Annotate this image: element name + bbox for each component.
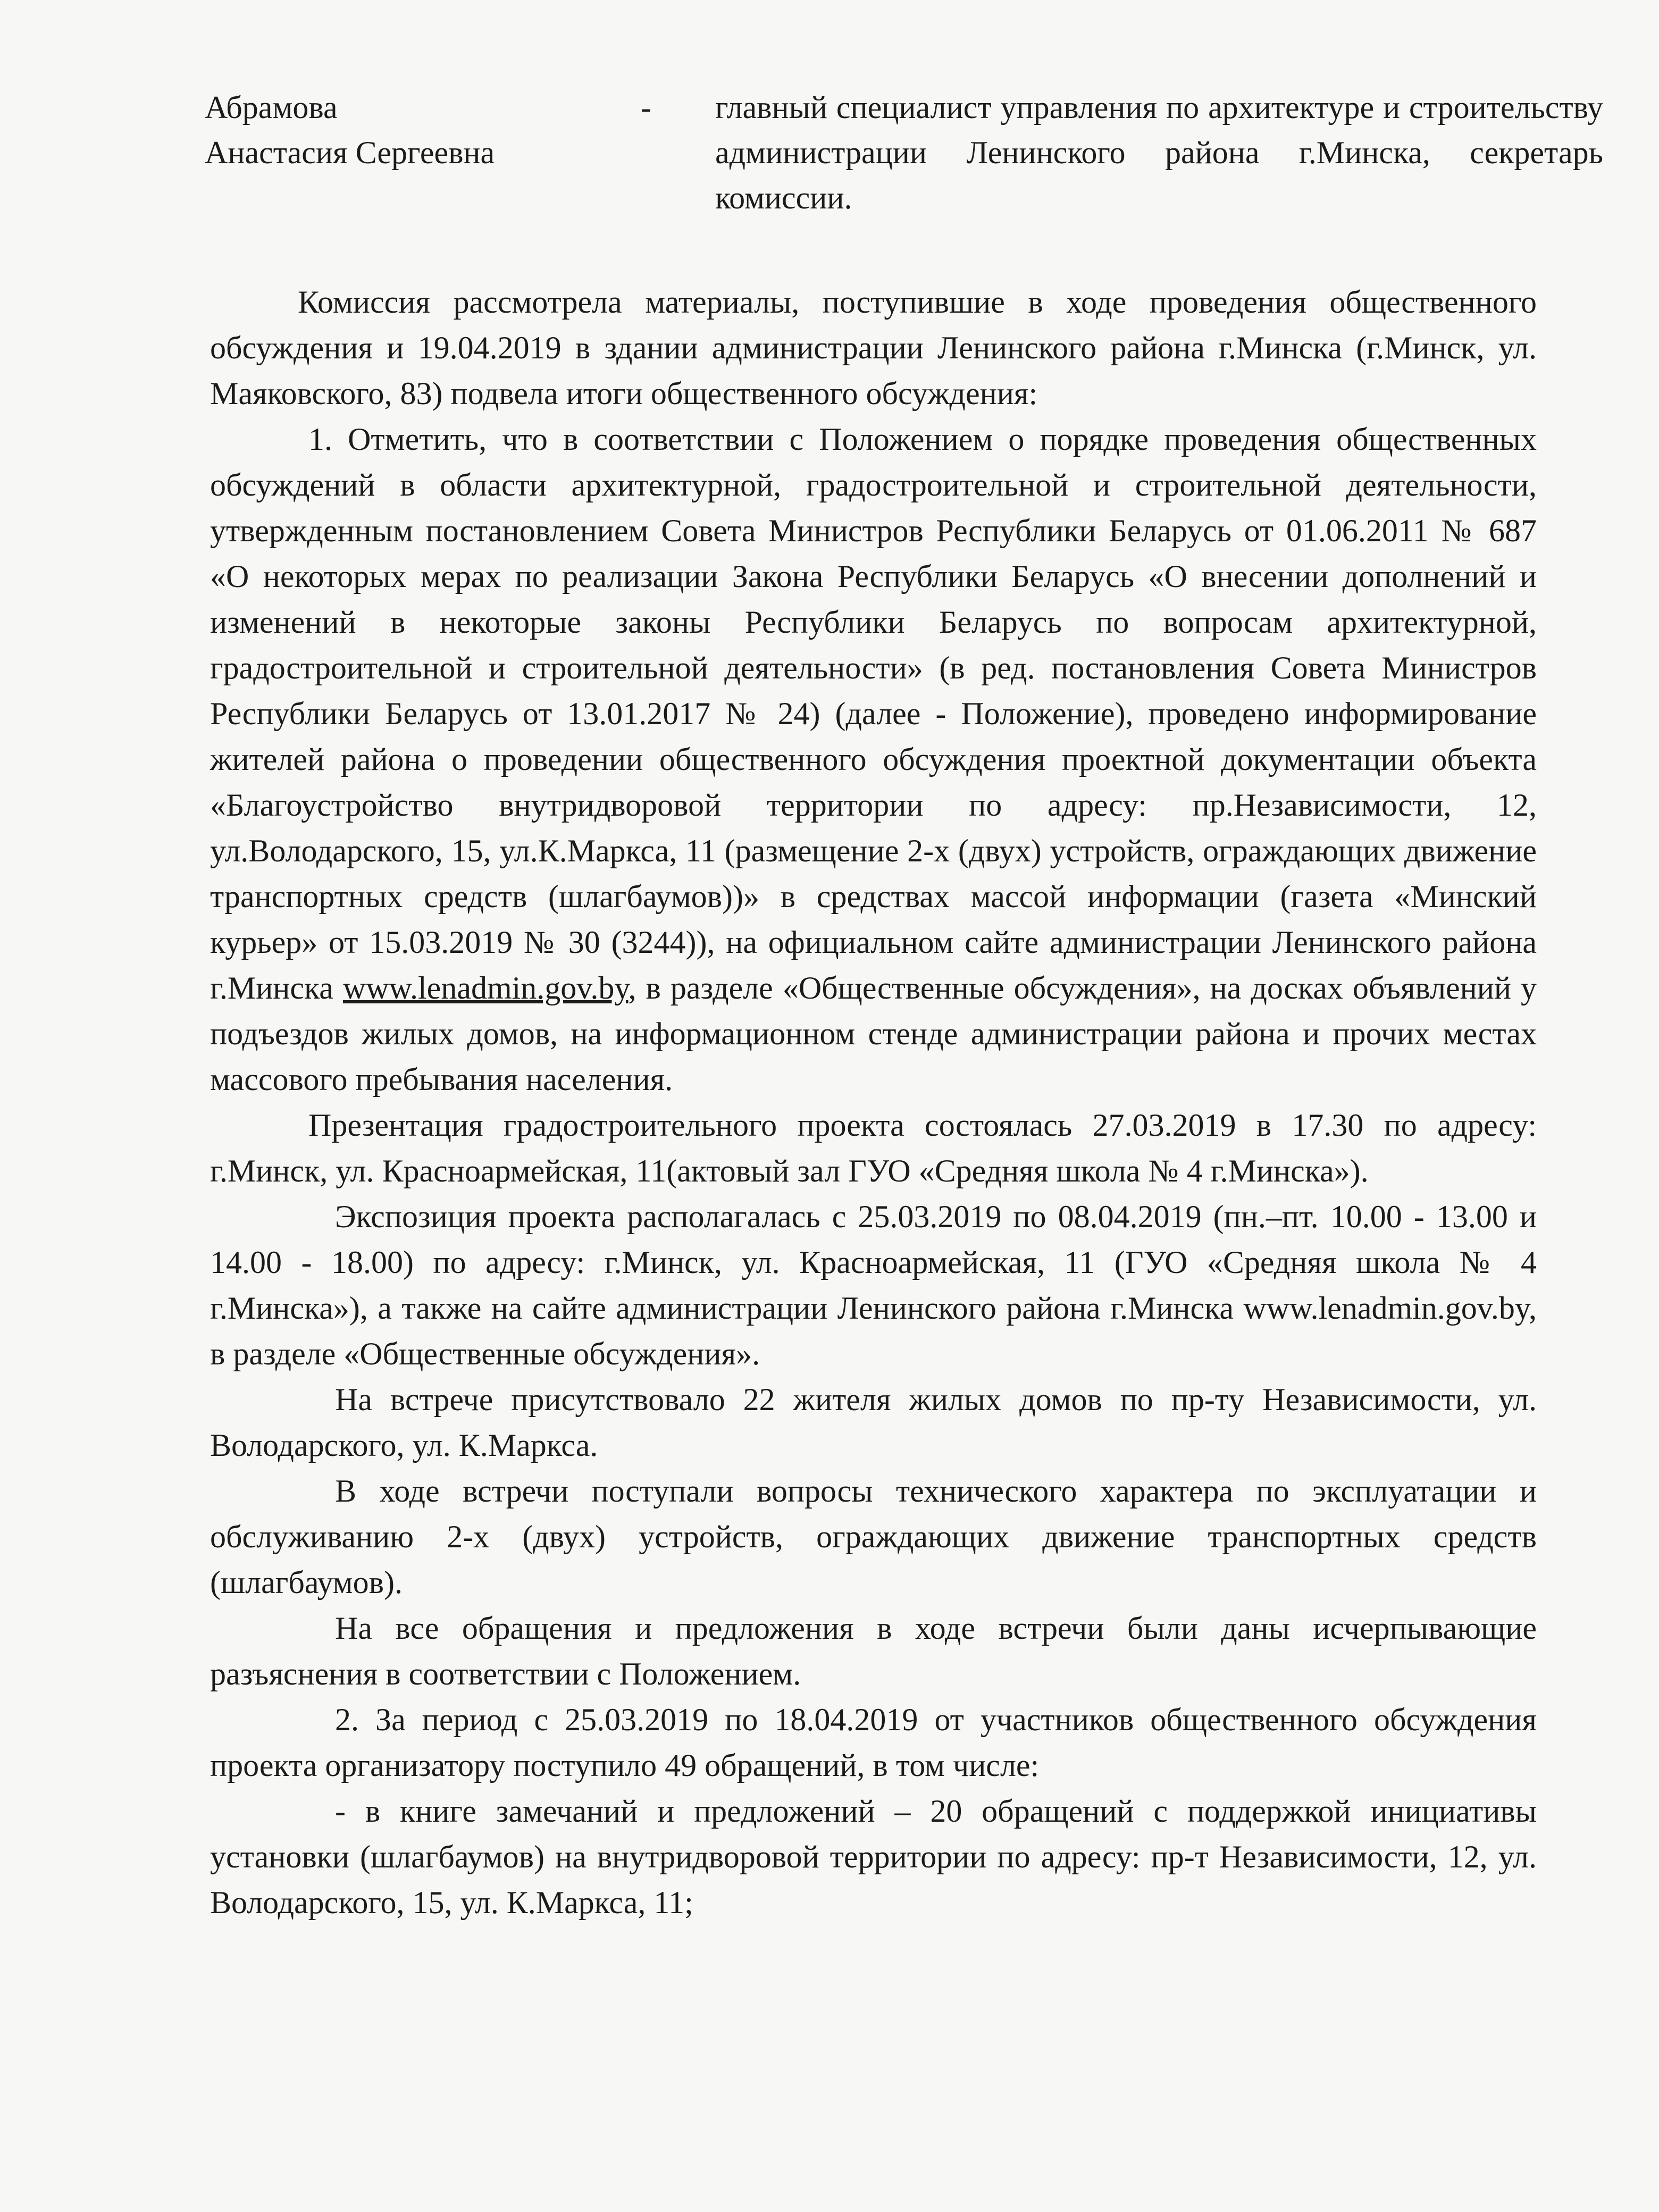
exposition-paragraph: Экспозиция проекта располагалась с 25.03.2019 по 08.04.2019 (пн.–пт. 10.00 - 13.00 и 14.00 - 18.00) по адресу: г.Минск, ул. Красноармейская, 11 (ГУО «Средняя школа № 4 г.Минска»), а также на сайте администрации Ленинского района г.Минска www.lenadmin.gov.by, в разделе «Общественные обсуждения». bbox=[210, 1199, 1537, 1371]
document-body bbox=[210, 279, 1537, 1925]
member-name bbox=[205, 85, 609, 175]
member-surname: Абрамова bbox=[205, 90, 338, 125]
member-dash: - bbox=[641, 90, 651, 125]
item-1-text-end: , в разделе «Общественные обсуждения», на досках объявлений у подъездов жилых домов, на информационном стенде администрации района и прочих местах массового пребывания населения. bbox=[210, 970, 1537, 1097]
bullet-book-paragraph: - в книге замечаний и предложений – 20 обращений с поддержкой инициативы установки (шлагбаумов) на внутридворовой территории по адресу: пр-т Независимости, 12, ул. Володарского, 15, ул. К.Маркса, 11; bbox=[210, 1794, 1537, 1920]
lenadmin-link[interactable]: www.lenadmin.gov.by bbox=[342, 970, 629, 1006]
item-1-text: 1. Отметить, что в соответствии с Положением о порядке проведения общественных обсуждений в области архитектурной, градостроительной и строительной деятельности, утвержденным постановлением Совета Министров Республики Беларусь от 01.06.2011 № 687 «О некоторых мерах по реализации Закона Республики Беларусь «О внесении дополнений и изменений в некоторые законы Республики Беларусь по вопросам архитектурной, градостроительной и строительной деятельности» (в ред. постановления Совета Министров Республики Беларусь от 13.01.2017 № 24) (далее - Положение), проведено информирование жителей района о проведении общественного обсуждения проектной документации объекта «Благоустройство внутридворовой территории по адресу: пр.Независимости, 12, ул.Володарского, 15, ул.К.Маркса, 11 (размещение 2-х (двух) устройств, ограждающих движение транспортных средств (шлагбаумов))» в средствах массой информации (газета «Минский курьер» от 15.03.2019 № 30 (3244)), на официальном сайте администрации Ленинского района г.Минска bbox=[210, 422, 1537, 1006]
member-role: главный специалист управления по архитектуре и строительству администрации Ленинского района г.Минска, секретарь комиссии. bbox=[715, 90, 1603, 215]
questions-paragraph: В ходе встречи поступали вопросы технического характера по эксплуатации и обслуживанию 2-х (двух) устройств, ограждающих движение транспортных средств (шлагбаумов). bbox=[210, 1473, 1537, 1600]
answers-paragraph: На все обращения и предложения в ходе встречи были даны исчерпывающие разъяснения в соответствии с Положением. bbox=[210, 1611, 1537, 1691]
item-1-paragraph bbox=[210, 416, 1537, 1102]
presentation-paragraph: Презентация градостроительного проекта состоялась 27.03.2019 в 17.30 по адресу: г.Минск, ул. Красноармейская, 11(актовый зал ГУО «Средняя школа № 4 г.Минска»). bbox=[210, 1108, 1537, 1188]
member-given-names: Анастасия Сергеевна bbox=[205, 135, 495, 170]
intro-paragraph: Комиссия рассмотрела материалы, поступившие в ходе проведения общественного обсуждения и 19.04.2019 в здании администрации Ленинского района г.Минска (г.Минск, ул. Маяковского, 83) подвела итоги общественного обсуждения: bbox=[210, 284, 1537, 411]
item-2-paragraph: 2. За период с 25.03.2019 по 18.04.2019 от участников общественного обсуждения проекта организатору поступило 49 обращений, в том числе: bbox=[210, 1702, 1537, 1783]
meeting-paragraph: На встрече присутствовало 22 жителя жилых домов по пр-ту Независимости, ул. Володарского, ул. К.Маркса. bbox=[210, 1382, 1537, 1463]
